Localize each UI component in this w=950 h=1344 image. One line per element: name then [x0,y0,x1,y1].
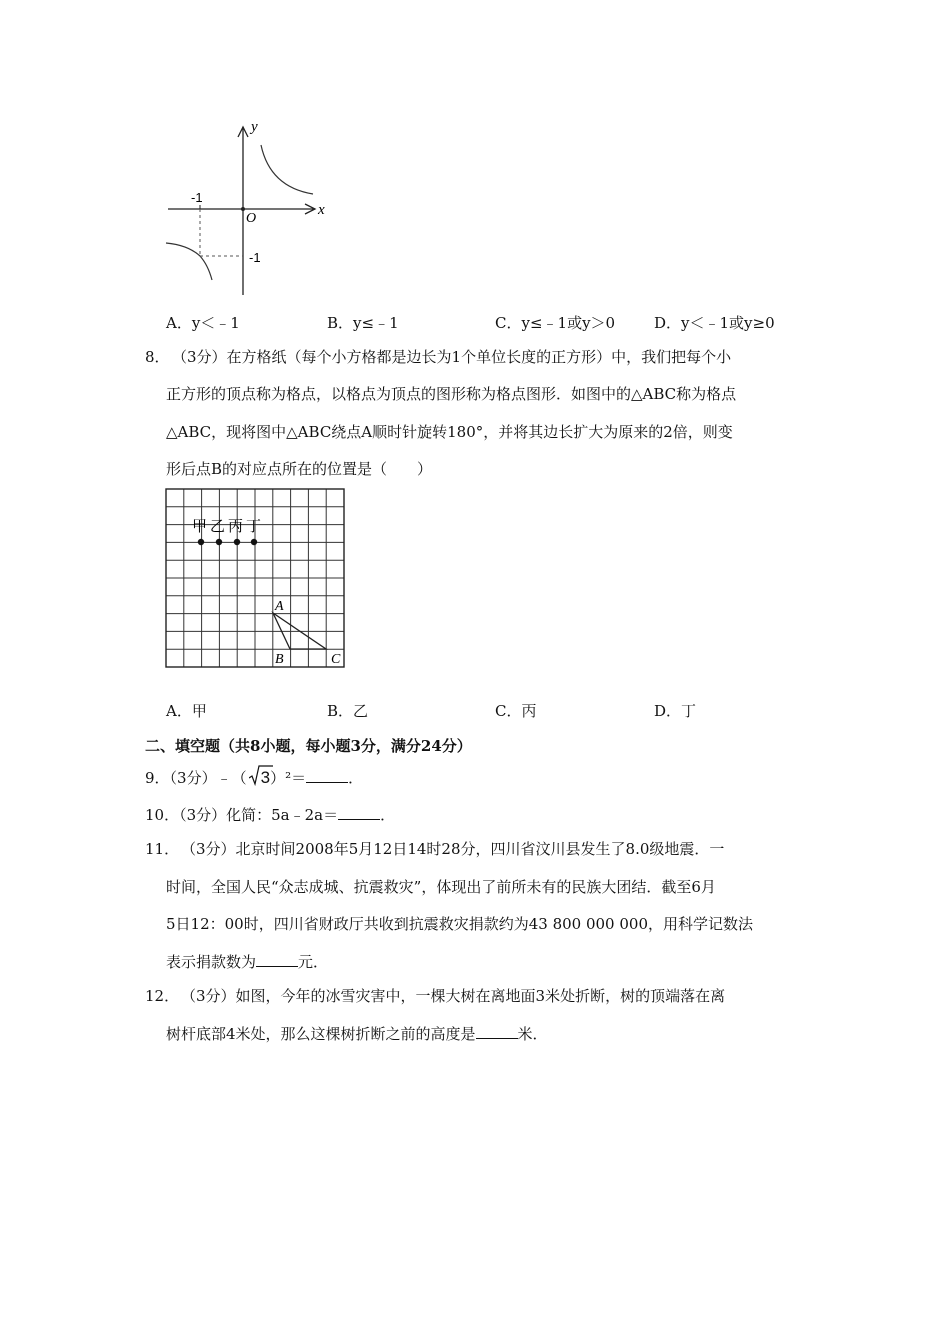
x-neg1-label: -1 [191,190,203,205]
point-ding [251,539,257,545]
q9-blank[interactable] [306,768,348,783]
q11-line3: 5日12：00时，四川省财政厅共收到抗震救灾捐款约为43 800 000 000，用科学记数法 [166,915,754,933]
q12-line2 [166,1023,548,1044]
y-neg1-label: -1 [249,250,261,265]
q8-option-d[interactable]: D．丁 [654,702,697,720]
q12-number: 12． [145,987,180,1005]
q8-number: 8． [145,348,170,366]
q12-line1: （3分）如图，今年的冰雪灾害中，一棵大树在离地面3米处折断，树的顶端落在离 [181,987,726,1005]
q9-suffix: ）²＝ [270,769,307,787]
label-a: A [275,599,284,614]
q10-number: 10． [145,806,180,824]
q7-option-c[interactable]: C．y≤﹣1或y＞0 [495,314,616,332]
q10-text: （3分）化简：5a﹣2a＝ [179,806,339,824]
sqrt-symbol [249,768,270,788]
q11-blank[interactable] [256,952,298,967]
hyperbola-graph [160,115,340,300]
q11-line1: （3分）北京时间2008年5月12日14时28分，四川省汶川县发生了8.0级地震．一 [181,840,725,858]
label-b: B [275,652,284,667]
label-bing: 丙 [228,517,244,535]
q12-line2-prefix: 树杆底部4米处，那么这棵树折断之前的高度是 [166,1025,476,1043]
label-c: C [331,652,341,667]
q8-option-c[interactable]: C．丙 [495,702,537,720]
q8-line3: △ABC，现将图中△ABC绕点A顺时针旋转180°，并将其边长扩大为原来的2倍，则变 [166,423,733,441]
q11-line4 [166,951,328,972]
q9-end: ． [348,769,364,787]
point-jia [198,539,204,545]
section2-title: 二、填空题（共8小题，每小题3分，满分24分） [145,737,472,755]
q10-line [145,804,395,825]
q11-number: 11． [145,840,180,858]
q7-option-a[interactable]: A．y＜﹣1 [166,314,240,332]
q9-number: 9． [145,769,170,787]
x-axis-label: x [318,202,325,218]
point-yi [216,539,222,545]
grid-lines [166,489,344,667]
q11-line4-end: 元． [298,953,329,971]
q9-radicand: 3 [260,768,271,787]
q9-line [145,767,363,788]
q7-option-d[interactable]: D．y＜﹣1或y≥0 [654,314,775,332]
y-axis-label: y [251,119,258,135]
q10-end: ． [380,806,396,824]
q8-option-a[interactable]: A．甲 [166,702,207,720]
q9-prefix: （3分）﹣（ [169,769,247,787]
q10-blank[interactable] [338,805,380,820]
q8-line1: （3分）在方格纸（每个小方格都是边长为1个单位长度的正方形）中，我们把每个小 [172,348,732,366]
q8-line4: 形后点B的对应点所在的位置是（ ） [166,460,433,478]
point-bing [234,539,240,545]
origin-label: O [246,211,257,226]
lattice-grid [163,486,349,672]
label-jia: 甲 [192,517,208,535]
q8-line2: 正方形的顶点称为格点，以格点为顶点的图形称为格点图形．如图中的△ABC称为格点 [166,385,737,403]
q11-line2: 时间，全国人民“众志成城、抗震救灾”，体现出了前所未有的民族大团结．截至6月 [166,878,716,896]
q7-option-b[interactable]: B．y≤﹣1 [327,314,399,332]
q12-line2-end: 米． [517,1025,548,1043]
q12-blank[interactable] [476,1024,518,1039]
label-ding: 丁 [246,517,262,535]
q11-line4-prefix: 表示捐款数为 [166,953,257,971]
label-yi: 乙 [210,517,226,535]
q8-option-b[interactable]: B．乙 [327,702,369,720]
